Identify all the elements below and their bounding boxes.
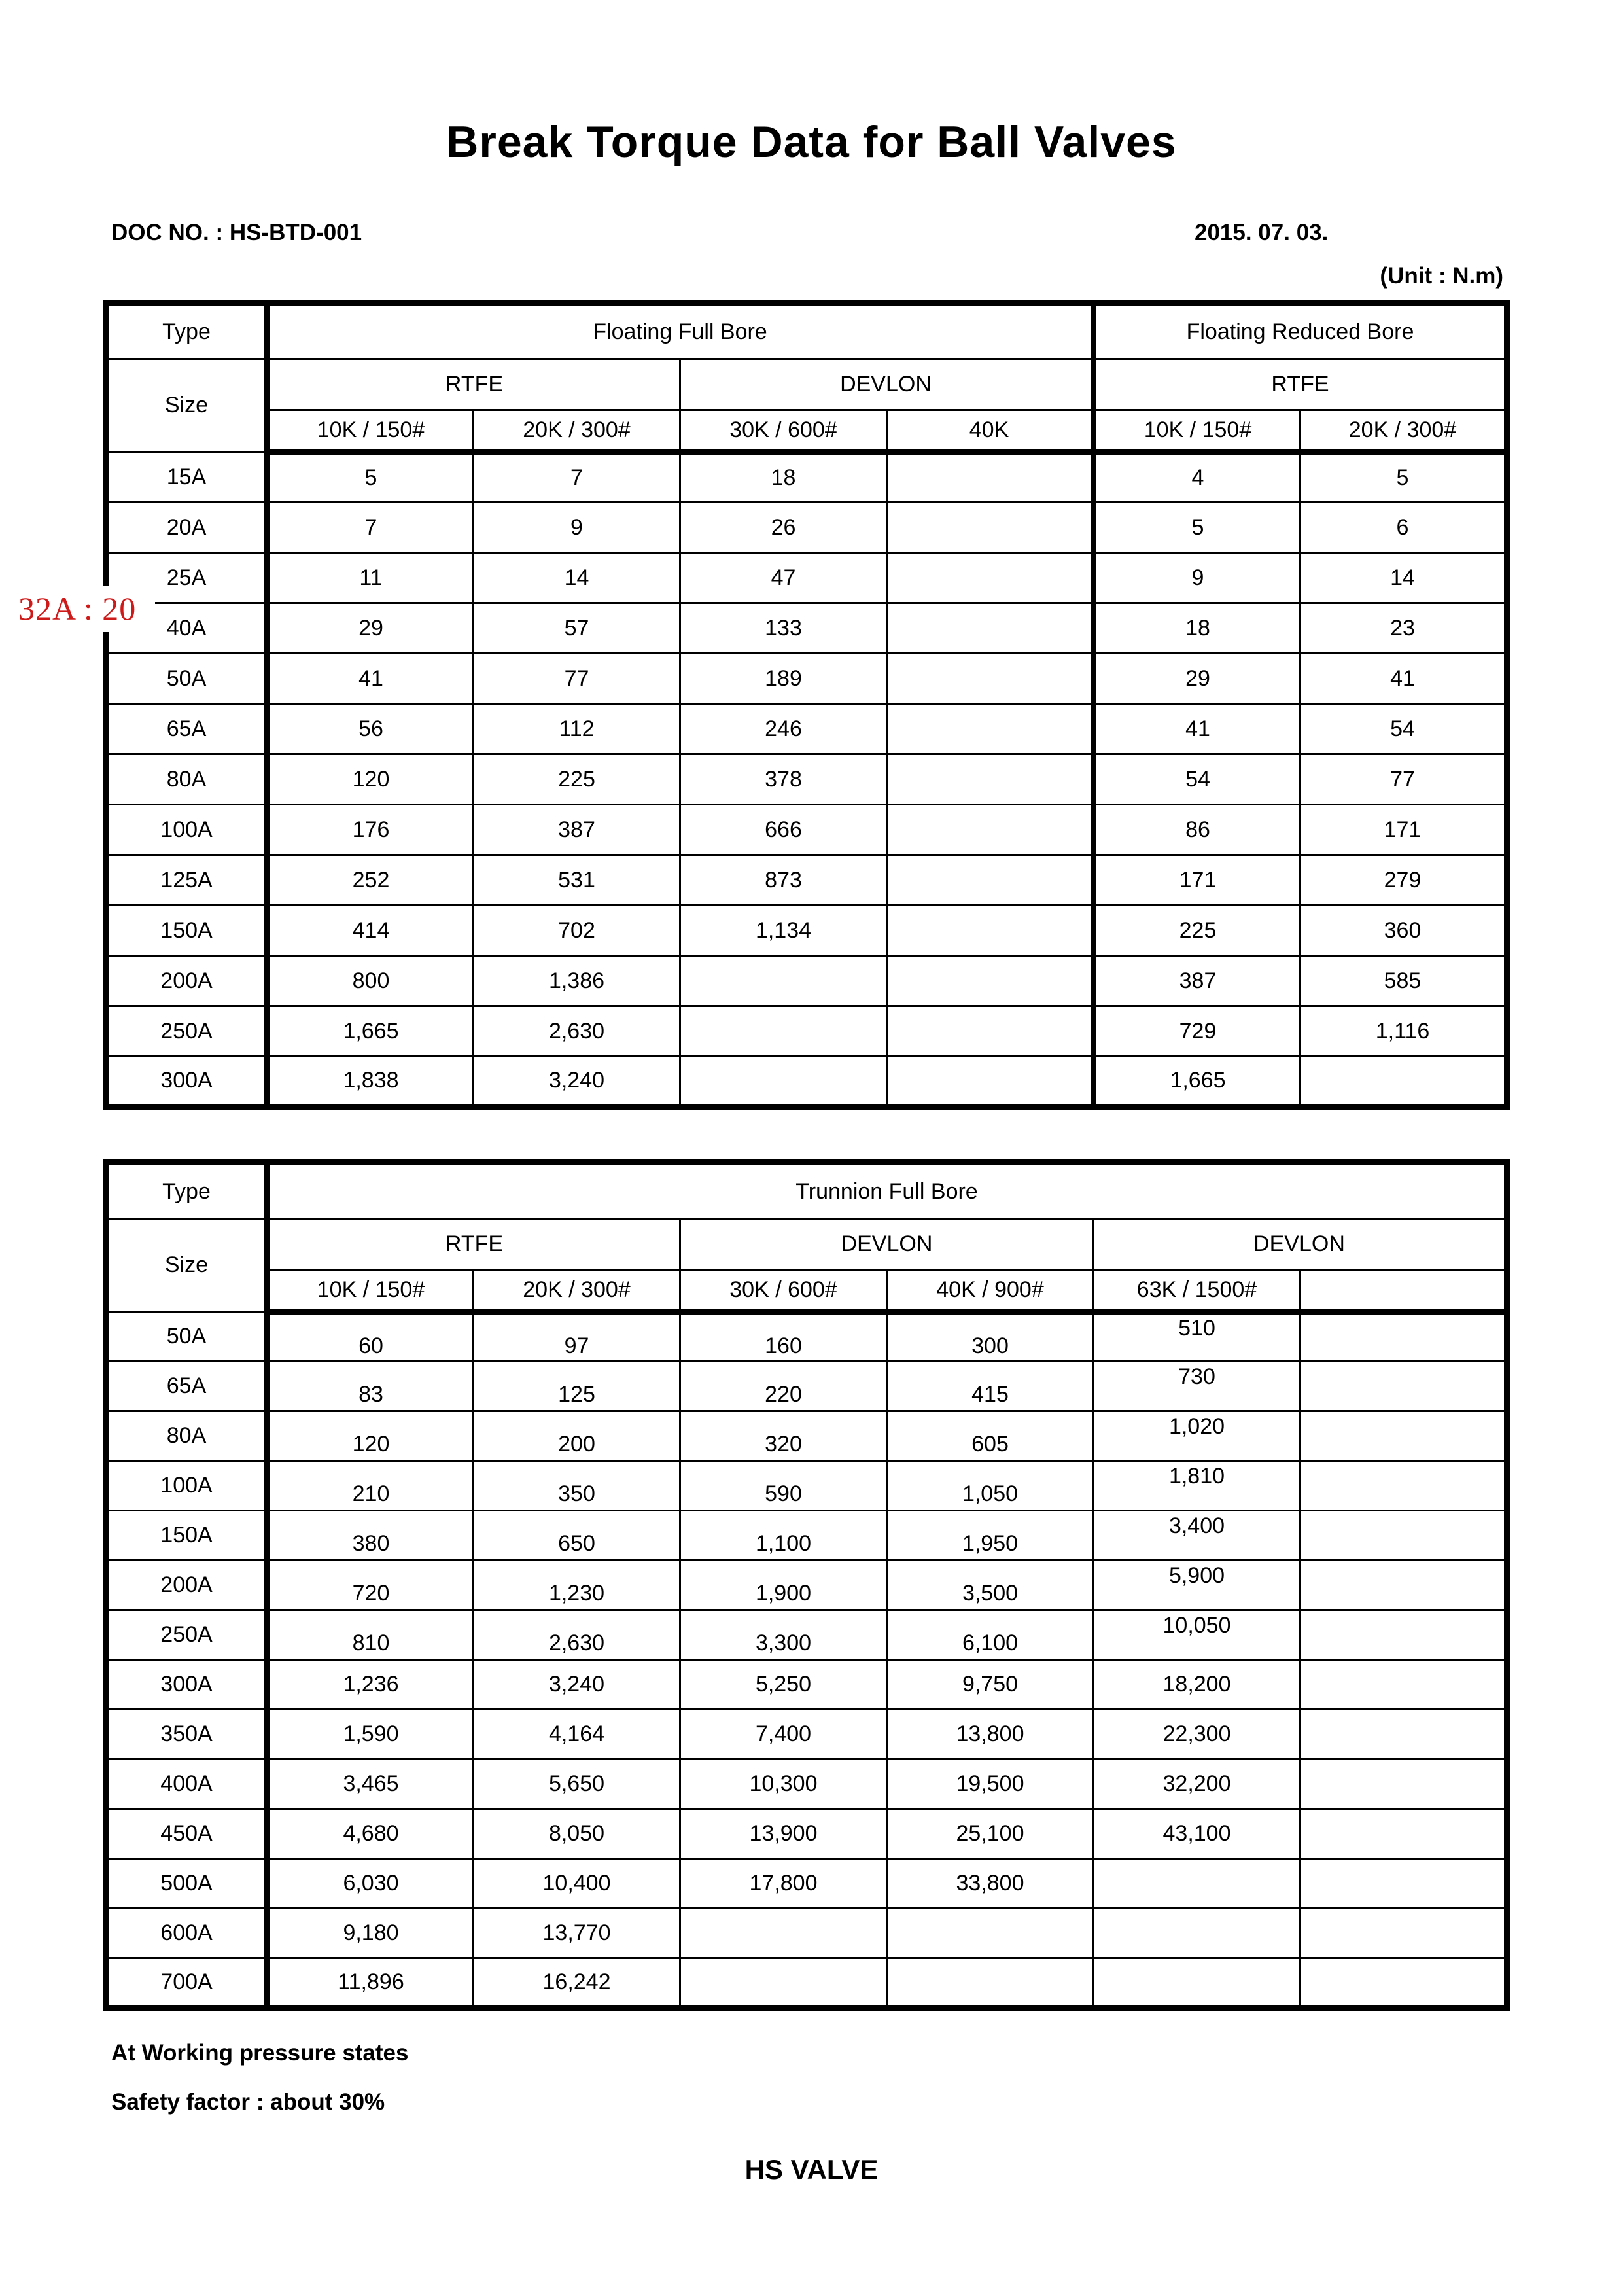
torque-value-cell: 1,838 — [267, 1057, 474, 1107]
torque-value-cell: 666 — [680, 805, 887, 855]
torque-value-cell: 6,100 — [887, 1610, 1094, 1660]
table-row — [107, 1461, 1507, 1511]
torque-value-cell — [1300, 1859, 1507, 1909]
torque-value-cell: 730 — [1094, 1362, 1300, 1411]
torque-value-cell — [887, 1909, 1094, 1958]
torque-value-cell — [1300, 1759, 1507, 1809]
torque-value-cell: 3,300 — [680, 1610, 887, 1660]
size-cell: 65A — [107, 704, 267, 754]
torque-value-cell: 1,665 — [267, 1006, 474, 1057]
torque-value-cell: 33,800 — [887, 1859, 1094, 1909]
torque-value-cell: 57 — [474, 603, 680, 654]
torque-value-cell: 1,900 — [680, 1561, 887, 1610]
torque-value-cell — [1300, 1958, 1507, 2008]
torque-value-cell: 10,050 — [1094, 1610, 1300, 1660]
torque-value-cell: 14 — [1300, 553, 1507, 603]
torque-value-cell — [680, 1958, 887, 2008]
torque-value-cell: 800 — [267, 956, 474, 1006]
torque-value-cell: 1,100 — [680, 1511, 887, 1561]
torque-value-cell: 1,116 — [1300, 1006, 1507, 1057]
seat-group-rtfe-reduced: RTFE — [1094, 359, 1507, 410]
size-cell: 250A — [107, 1610, 267, 1660]
torque-value-cell: 9,180 — [267, 1909, 474, 1958]
torque-value-cell — [1300, 1511, 1507, 1561]
size-header: Size — [107, 1219, 267, 1312]
torque-value-cell: 120 — [267, 1411, 474, 1461]
table-row — [107, 1362, 1507, 1411]
torque-value-cell: 350 — [474, 1461, 680, 1511]
size-cell: 450A — [107, 1809, 267, 1859]
size-cell: 50A — [107, 1312, 267, 1362]
pressure-class-header: 40K / 900# — [887, 1270, 1094, 1312]
torque-value-cell: 650 — [474, 1511, 680, 1561]
size-cell: 300A — [107, 1660, 267, 1710]
pressure-class-header: 63K / 1500# — [1094, 1270, 1300, 1312]
torque-value-cell: 1,386 — [474, 956, 680, 1006]
pressure-class-header: 20K / 300# — [474, 1270, 680, 1312]
torque-value-cell: 25,100 — [887, 1809, 1094, 1859]
torque-value-cell: 1,665 — [1094, 1057, 1300, 1107]
seat-group-devlon-high: DEVLON — [1094, 1219, 1507, 1270]
size-cell: 20A — [107, 503, 267, 553]
company-name: HS VALVE — [744, 2154, 879, 2185]
torque-value-cell: 18 — [1094, 603, 1300, 654]
torque-value-cell: 4 — [1094, 452, 1300, 503]
floating-table-body — [107, 452, 1507, 1107]
floating-table-header — [107, 303, 1507, 452]
torque-value-cell: 531 — [474, 855, 680, 906]
size-cell: 200A — [107, 1561, 267, 1610]
torque-value-cell: 112 — [474, 704, 680, 754]
torque-value-cell: 1,050 — [887, 1461, 1094, 1511]
torque-value-cell: 5 — [1300, 452, 1507, 503]
torque-value-cell: 171 — [1300, 805, 1507, 855]
torque-value-cell: 415 — [887, 1362, 1094, 1411]
torque-value-cell: 47 — [680, 553, 887, 603]
table-row — [107, 855, 1507, 906]
size-cell: 500A — [107, 1859, 267, 1909]
torque-value-cell: 125 — [474, 1362, 680, 1411]
torque-value-cell: 29 — [1094, 654, 1300, 704]
torque-value-cell: 77 — [1300, 754, 1507, 805]
torque-value-cell: 702 — [474, 906, 680, 956]
handwritten-annotation: 32A : 20 — [18, 590, 137, 627]
torque-value-cell: 17,800 — [680, 1859, 887, 1909]
size-cell: 150A — [107, 906, 267, 956]
torque-value-cell: 4,164 — [474, 1710, 680, 1759]
size-cell: 100A — [107, 1461, 267, 1511]
torque-value-cell — [887, 805, 1094, 855]
pressure-class-header: 20K / 300# — [474, 410, 680, 452]
table-row — [107, 956, 1507, 1006]
torque-value-cell: 605 — [887, 1411, 1094, 1461]
torque-value-cell: 160 — [680, 1312, 887, 1362]
floating-reduced-bore-header: Floating Reduced Bore — [1094, 303, 1507, 359]
torque-value-cell — [887, 956, 1094, 1006]
torque-value-cell — [680, 1057, 887, 1107]
torque-value-cell — [887, 1057, 1094, 1107]
torque-value-cell: 29 — [267, 603, 474, 654]
torque-value-cell: 41 — [267, 654, 474, 704]
torque-value-cell: 2,630 — [474, 1006, 680, 1057]
torque-value-cell: 1,230 — [474, 1561, 680, 1610]
torque-value-cell: 133 — [680, 603, 887, 654]
torque-value-cell: 10,300 — [680, 1759, 887, 1809]
footer-note-working-pressure: At Working pressure states — [111, 2040, 409, 2066]
torque-value-cell: 6,030 — [267, 1859, 474, 1909]
torque-value-cell: 380 — [267, 1511, 474, 1561]
page-title: Break Torque Data for Ball Valves — [446, 117, 1177, 167]
torque-value-cell: 414 — [267, 906, 474, 956]
torque-value-cell: 279 — [1300, 855, 1507, 906]
torque-value-cell — [887, 906, 1094, 956]
torque-value-cell: 7 — [474, 452, 680, 503]
torque-value-cell: 252 — [267, 855, 474, 906]
torque-value-cell — [1300, 1710, 1507, 1759]
table-row — [107, 1561, 1507, 1610]
table-row — [107, 1006, 1507, 1057]
torque-value-cell: 1,020 — [1094, 1411, 1300, 1461]
size-cell: 150A — [107, 1511, 267, 1561]
torque-value-cell: 43,100 — [1094, 1809, 1300, 1859]
size-cell: 100A — [107, 805, 267, 855]
size-cell: 125A — [107, 855, 267, 906]
torque-value-cell: 10,400 — [474, 1859, 680, 1909]
torque-value-cell: 13,770 — [474, 1909, 680, 1958]
torque-value-cell — [1300, 1057, 1507, 1107]
floating-full-bore-header: Floating Full Bore — [267, 303, 1094, 359]
table-row — [107, 603, 1507, 654]
torque-value-cell: 585 — [1300, 956, 1507, 1006]
pressure-class-header: 10K / 150# — [267, 1270, 474, 1312]
torque-value-cell: 97 — [474, 1312, 680, 1362]
torque-value-cell: 360 — [1300, 906, 1507, 956]
torque-value-cell: 189 — [680, 654, 887, 704]
torque-value-cell: 8,050 — [474, 1809, 680, 1859]
trunnion-bore-table — [103, 1159, 1510, 2011]
torque-value-cell — [1300, 1809, 1507, 1859]
pressure-class-header: 30K / 600# — [680, 1270, 887, 1312]
torque-value-cell: 1,590 — [267, 1710, 474, 1759]
torque-value-cell — [1094, 1958, 1300, 2008]
torque-value-cell: 41 — [1300, 654, 1507, 704]
torque-value-cell: 1,950 — [887, 1511, 1094, 1561]
torque-value-cell — [887, 754, 1094, 805]
torque-value-cell: 5 — [267, 452, 474, 503]
torque-value-cell: 810 — [267, 1610, 474, 1660]
size-cell: 80A — [107, 1411, 267, 1461]
torque-value-cell — [1300, 1909, 1507, 1958]
table-row — [107, 1312, 1507, 1362]
torque-value-cell: 16,242 — [474, 1958, 680, 2008]
pressure-class-header: 10K / 150# — [1094, 410, 1300, 452]
torque-value-cell: 320 — [680, 1411, 887, 1461]
torque-value-cell: 18 — [680, 452, 887, 503]
torque-value-cell — [1300, 1362, 1507, 1411]
size-cell: 65A — [107, 1362, 267, 1411]
table-row — [107, 1909, 1507, 1958]
torque-value-cell: 120 — [267, 754, 474, 805]
torque-value-cell: 590 — [680, 1461, 887, 1511]
torque-value-cell: 86 — [1094, 805, 1300, 855]
torque-value-cell: 9 — [1094, 553, 1300, 603]
torque-value-cell: 26 — [680, 503, 887, 553]
torque-value-cell — [887, 503, 1094, 553]
pressure-class-header: 30K / 600# — [680, 410, 887, 452]
trunnion-table-header — [107, 1163, 1507, 1312]
size-cell: 300A — [107, 1057, 267, 1107]
torque-value-cell — [680, 1909, 887, 1958]
torque-value-cell: 54 — [1094, 754, 1300, 805]
torque-value-cell — [1300, 1312, 1507, 1362]
torque-value-cell: 3,465 — [267, 1759, 474, 1809]
torque-value-cell: 200 — [474, 1411, 680, 1461]
size-cell: 400A — [107, 1759, 267, 1809]
size-cell: 40A — [107, 603, 267, 654]
torque-value-cell: 18,200 — [1094, 1660, 1300, 1710]
torque-value-cell: 3,500 — [887, 1561, 1094, 1610]
table-row — [107, 1809, 1507, 1859]
torque-value-cell: 3,240 — [474, 1057, 680, 1107]
torque-value-cell: 225 — [1094, 906, 1300, 956]
table-row — [107, 906, 1507, 956]
torque-value-cell: 5 — [1094, 503, 1300, 553]
torque-value-cell: 6 — [1300, 503, 1507, 553]
torque-value-cell: 77 — [474, 654, 680, 704]
table-row — [107, 1057, 1507, 1107]
doc-number: DOC NO. : HS-BTD-001 — [111, 220, 362, 245]
torque-value-cell: 22,300 — [1094, 1710, 1300, 1759]
table-row — [107, 1411, 1507, 1461]
type-header: Type — [107, 1163, 267, 1219]
table-row — [107, 1759, 1507, 1809]
size-cell: 350A — [107, 1710, 267, 1759]
torque-value-cell — [887, 704, 1094, 754]
torque-value-cell: 210 — [267, 1461, 474, 1511]
torque-value-cell: 5,650 — [474, 1759, 680, 1809]
seat-group-rtfe: RTFE — [267, 359, 680, 410]
torque-value-cell: 13,900 — [680, 1809, 887, 1859]
torque-value-cell: 300 — [887, 1312, 1094, 1362]
table-row — [107, 452, 1507, 503]
torque-value-cell: 11,896 — [267, 1958, 474, 2008]
seat-group-devlon: DEVLON — [680, 1219, 1094, 1270]
table-row — [107, 1610, 1507, 1660]
type-header: Type — [107, 303, 267, 359]
torque-value-cell — [680, 956, 887, 1006]
torque-value-cell: 23 — [1300, 603, 1507, 654]
pressure-class-header-empty — [1300, 1270, 1507, 1312]
torque-value-cell: 1,810 — [1094, 1461, 1300, 1511]
torque-value-cell — [887, 452, 1094, 503]
torque-value-cell: 7 — [267, 503, 474, 553]
torque-value-cell: 225 — [474, 754, 680, 805]
size-cell: 600A — [107, 1909, 267, 1958]
torque-value-cell — [1300, 1561, 1507, 1610]
table-row — [107, 1859, 1507, 1909]
torque-value-cell: 246 — [680, 704, 887, 754]
size-cell: 25A — [107, 553, 267, 603]
trunnion-full-bore-header: Trunnion Full Bore — [267, 1163, 1507, 1219]
torque-value-cell: 387 — [1094, 956, 1300, 1006]
torque-value-cell: 13,800 — [887, 1710, 1094, 1759]
doc-date: 2015. 07. 03. — [1195, 220, 1329, 245]
pressure-class-header: 40K — [887, 410, 1094, 452]
trunnion-table-body — [107, 1312, 1507, 2008]
torque-value-cell: 54 — [1300, 704, 1507, 754]
torque-value-cell: 83 — [267, 1362, 474, 1411]
pressure-class-header: 20K / 300# — [1300, 410, 1507, 452]
torque-value-cell — [887, 603, 1094, 654]
torque-value-cell — [1300, 1461, 1507, 1511]
torque-value-cell: 729 — [1094, 1006, 1300, 1057]
pressure-class-header: 10K / 150# — [267, 410, 474, 452]
torque-value-cell: 5,900 — [1094, 1561, 1300, 1610]
torque-value-cell: 41 — [1094, 704, 1300, 754]
table-row — [107, 754, 1507, 805]
torque-value-cell: 1,236 — [267, 1660, 474, 1710]
torque-value-cell: 14 — [474, 553, 680, 603]
torque-value-cell: 32,200 — [1094, 1759, 1300, 1809]
torque-value-cell: 2,630 — [474, 1610, 680, 1660]
torque-value-cell — [1300, 1610, 1507, 1660]
floating-bore-table — [103, 300, 1510, 1110]
size-cell: 15A — [107, 452, 267, 503]
seat-group-devlon: DEVLON — [680, 359, 1094, 410]
size-cell: 250A — [107, 1006, 267, 1057]
torque-value-cell: 19,500 — [887, 1759, 1094, 1809]
torque-value-cell — [1300, 1660, 1507, 1710]
torque-value-cell: 56 — [267, 704, 474, 754]
torque-value-cell: 7,400 — [680, 1710, 887, 1759]
torque-value-cell: 510 — [1094, 1312, 1300, 1362]
torque-value-cell — [887, 553, 1094, 603]
footer-note-safety-factor: Safety factor : about 30% — [111, 2089, 385, 2115]
size-cell: 700A — [107, 1958, 267, 2008]
table-row — [107, 1710, 1507, 1759]
size-cell: 80A — [107, 754, 267, 805]
torque-value-cell: 9,750 — [887, 1660, 1094, 1710]
torque-value-cell: 171 — [1094, 855, 1300, 906]
table-row — [107, 805, 1507, 855]
size-header: Size — [107, 359, 267, 452]
torque-value-cell: 387 — [474, 805, 680, 855]
torque-value-cell — [887, 855, 1094, 906]
torque-value-cell: 5,250 — [680, 1660, 887, 1710]
torque-value-cell: 1,134 — [680, 906, 887, 956]
unit-label: (Unit : N.m) — [1380, 263, 1503, 289]
torque-value-cell: 378 — [680, 754, 887, 805]
torque-value-cell: 4,680 — [267, 1809, 474, 1859]
torque-value-cell — [887, 1958, 1094, 2008]
seat-group-rtfe: RTFE — [267, 1219, 680, 1270]
size-cell: 200A — [107, 956, 267, 1006]
torque-value-cell — [887, 1006, 1094, 1057]
torque-value-cell: 220 — [680, 1362, 887, 1411]
torque-value-cell: 11 — [267, 553, 474, 603]
table-row — [107, 553, 1507, 603]
table-row — [107, 654, 1507, 704]
torque-value-cell — [1094, 1909, 1300, 1958]
torque-value-cell: 3,240 — [474, 1660, 680, 1710]
torque-value-cell: 720 — [267, 1561, 474, 1610]
torque-value-cell — [680, 1006, 887, 1057]
table-row — [107, 704, 1507, 754]
table-row — [107, 1511, 1507, 1561]
torque-value-cell: 60 — [267, 1312, 474, 1362]
torque-value-cell: 9 — [474, 503, 680, 553]
torque-value-cell: 873 — [680, 855, 887, 906]
torque-value-cell — [1300, 1411, 1507, 1461]
torque-value-cell: 176 — [267, 805, 474, 855]
size-cell: 50A — [107, 654, 267, 704]
torque-value-cell — [887, 654, 1094, 704]
table-row — [107, 1660, 1507, 1710]
table-row — [107, 1958, 1507, 2008]
table-row — [107, 503, 1507, 553]
torque-value-cell: 3,400 — [1094, 1511, 1300, 1561]
torque-value-cell — [1094, 1859, 1300, 1909]
